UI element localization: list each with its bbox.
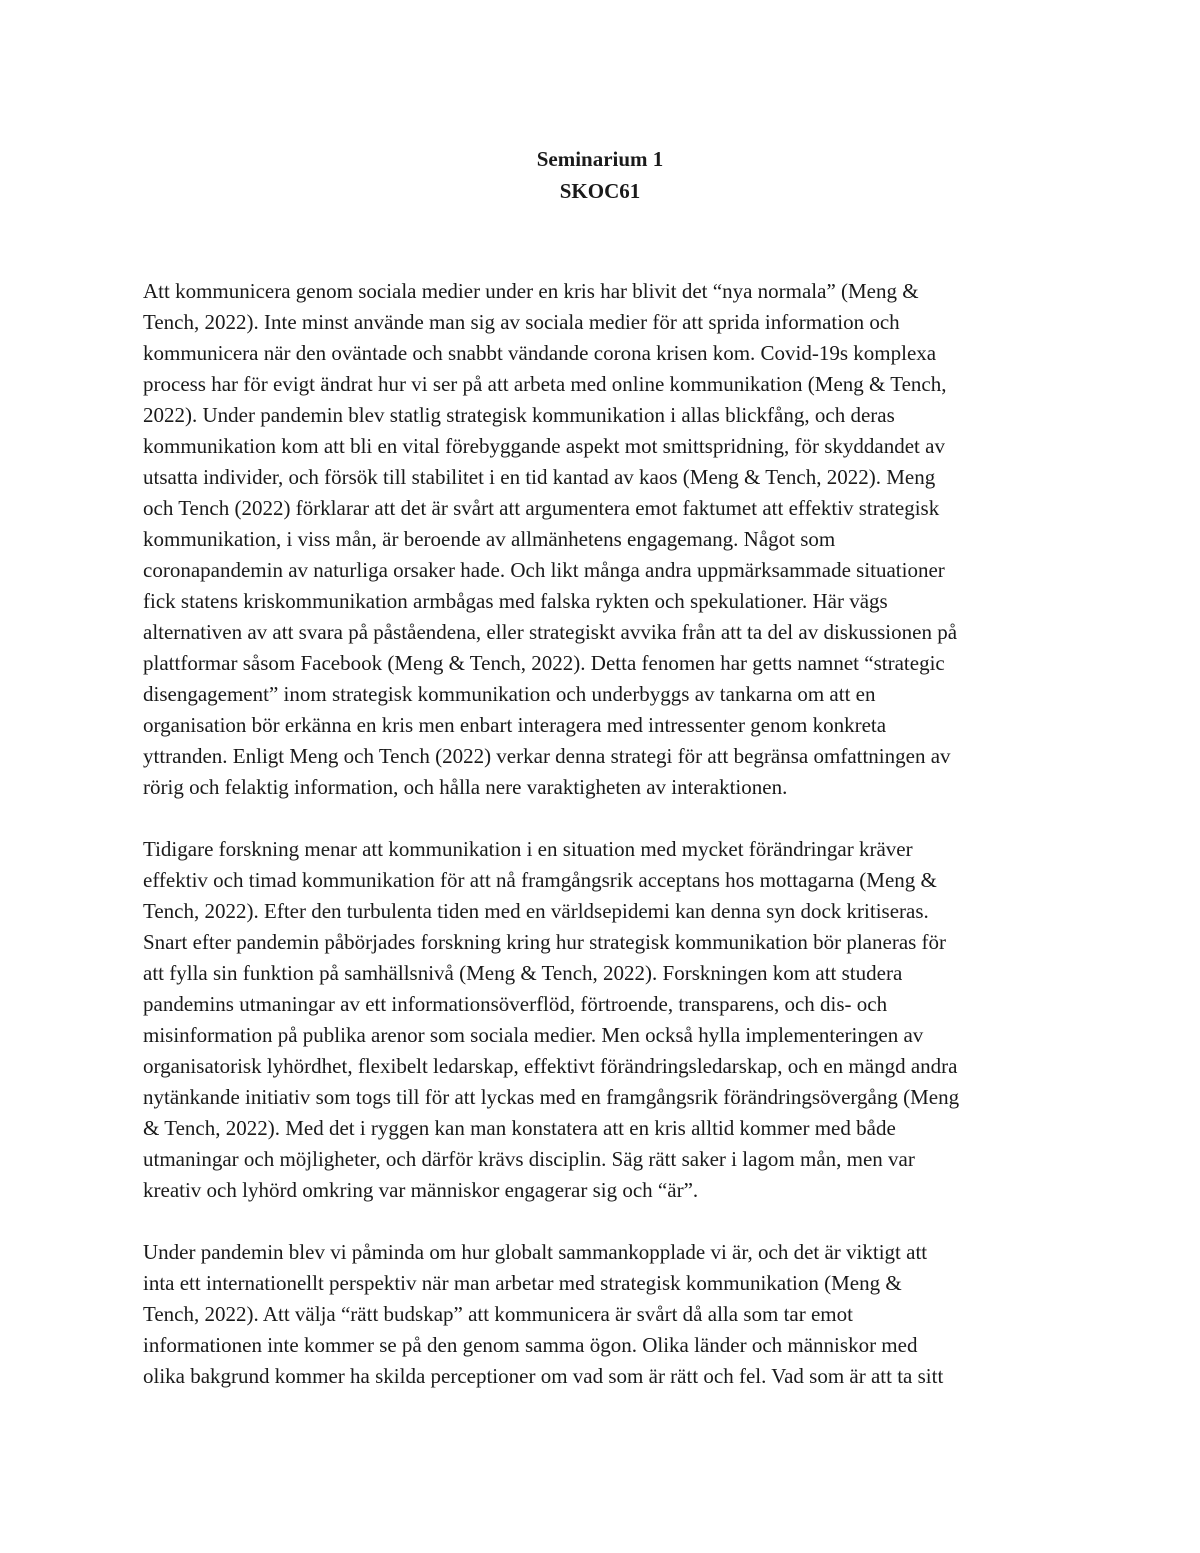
paragraph-line: alternativen av att svara på påståendena, eller strategiskt avvika från att ta del av diskussionen på (143, 620, 958, 644)
course-code: SKOC61 (559, 179, 641, 203)
paragraph-line: informationen inte kommer se på den genom samma ögon. Olika länder och människor med (143, 1333, 918, 1357)
paragraph-line: plattformar såsom Facebook (Meng & Tench, 2022). Detta fenomen har getts namnet “strategic (143, 651, 945, 675)
paragraph-line: 2022). Under pandemin blev statlig strategisk kommunikation i allas blickfång, och deras (143, 403, 895, 427)
paragraph-line: organisation bör erkänna en kris men enbart interagera med intressenter genom konkreta (143, 713, 887, 737)
paragraph-line: process har för evigt ändrat hur vi ser på att arbeta med online kommunikation (Meng & Tench, (143, 372, 947, 396)
paragraph-line: coronapandemin av naturliga orsaker hade. Och likt många andra uppmärksammade situationer (143, 558, 945, 582)
paragraph-line: kreativ och lyhörd omkring var människor engagerar sig och “är”. (143, 1178, 699, 1202)
paragraph-line: utsatta individer, och försök till stabilitet i en tid kantad av kaos (Meng & Tench, 2022). Meng (143, 465, 936, 489)
paragraph-line: misinformation på publika arenor som sociala medier. Men också hylla implementeringen av (143, 1023, 924, 1047)
paragraph-3 (143, 1237, 1063, 1392)
paragraph-1 (143, 276, 1063, 803)
paragraph-2 (143, 834, 1063, 1206)
paragraph-line: att fylla sin funktion på samhällsnivå (Meng & Tench, 2022). Forskningen kom att studera (143, 961, 903, 985)
paragraph-line: olika bakgrund kommer ha skilda perceptioner om vad som är rätt och fel. Vad som är att ta sitt (143, 1364, 944, 1388)
paragraph-line: effektiv och timad kommunikation för att nå framgångsrik acceptans hos mottagarna (Meng & (143, 868, 937, 892)
paragraph-line: Tench, 2022). Att välja “rätt budskap” att kommunicera är svårt då alla som tar emot (143, 1302, 853, 1326)
paragraph-line: fick statens kriskommunikation armbågas med falska rykten och spekulationer. Här vägs (143, 589, 888, 613)
paragraph-line: kommunikation kom att bli en vital förebyggande aspekt mot smittspridning, för skyddandet av (143, 434, 945, 458)
paragraph-line: nytänkande initiativ som togs till för att lyckas med en framgångsrik förändringsövergång (Meng (143, 1085, 960, 1109)
document-title: Seminarium 1 (536, 147, 664, 171)
paragraph-line: Tidigare forskning menar att kommunikation i en situation med mycket förändringar kräver (143, 837, 913, 861)
paragraph-line: pandemins utmaningar av ett informationsöverflöd, förtroende, transparens, och dis- och (143, 992, 888, 1016)
paragraph-line: & Tench, 2022). Med det i ryggen kan man konstatera att en kris alltid kommer med både (143, 1116, 896, 1140)
paragraph-line: disengagement” inom strategisk kommunikation och underbyggs av tankarna om att en (143, 682, 876, 706)
title-block (0, 143, 1200, 207)
paragraph-line: kommunikation, i viss mån, är beroende av allmänhetens engagemang. Något som (143, 527, 836, 551)
paragraph-line: Att kommunicera genom sociala medier under en kris har blivit det “nya normala” (Meng & (143, 279, 919, 303)
paragraph-line: yttranden. Enligt Meng och Tench (2022) verkar denna strategi för att begränsa omfattningen av (143, 744, 951, 768)
document-body (143, 276, 1063, 1423)
paragraph-line: och Tench (2022) förklarar att det är svårt att argumentera emot faktumet att effektiv strategisk (143, 496, 940, 520)
paragraph-line: Under pandemin blev vi påminda om hur globalt sammankopplade vi är, och det är viktigt att (143, 1240, 928, 1264)
paragraph-line: organisatorisk lyhördhet, flexibelt ledarskap, effektivt förändringsledarskap, och en mängd andra (143, 1054, 958, 1078)
paragraph-line: utmaningar och möjligheter, och därför krävs disciplin. Säg rätt saker i lagom mån, men var (143, 1147, 915, 1171)
paragraph-line: Tench, 2022). Inte minst använde man sig av sociala medier för att sprida information och (143, 310, 900, 334)
paragraph-line: Tench, 2022). Efter den turbulenta tiden med en världsepidemi kan denna syn dock kritiseras. (143, 899, 929, 923)
paragraph-line: rörig och felaktig information, och hålla nere varaktigheten av interaktionen. (143, 775, 788, 799)
paragraph-line: Snart efter pandemin påbörjades forskning kring hur strategisk kommunikation bör planeras för (143, 930, 947, 954)
paragraph-line: inta ett internationellt perspektiv när man arbetar med strategisk kommunikation (Meng & (143, 1271, 902, 1295)
paragraph-line: kommunicera när den oväntade och snabbt vändande corona krisen kom. Covid-19s komplexa (143, 341, 937, 365)
